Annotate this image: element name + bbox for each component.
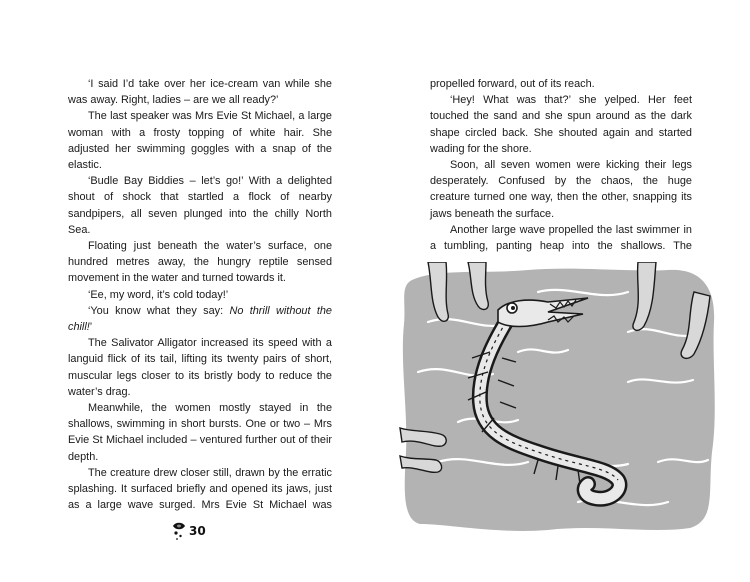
page-number-text: 30 xyxy=(189,524,206,538)
page-number xyxy=(172,520,206,542)
splat-ornament-icon xyxy=(172,520,186,542)
paragraph: Meanwhile, the women mostly stayed in the shallows, swimming in short bursts. One or two – Mrs Evie St Michael included – ventured further out of their depth. xyxy=(68,402,332,463)
right-text-column xyxy=(430,76,692,254)
paragraph: Floating just beneath the water’s surface, one hundred metres away, the hungry reptile sensed movement in the water and turned towards it. xyxy=(68,240,332,285)
paragraph-quote xyxy=(68,303,332,335)
paragraph: Another large wave propelled the last swimmer in a tumbling, panting heap into the shallows. The xyxy=(430,223,692,253)
paragraph: Soon, all seven women were kicking their legs desperately. Confused by the chaos, the huge creature turned one way, then the other, snapping its jaws beneath the surface. xyxy=(430,159,692,220)
paragraph: The creature drew closer still, drawn by the erratic splashing. It surfaced briefly and opened its jaws, just as a large wave surged. Mrs Evie St Michael was xyxy=(68,466,332,512)
paragraph: ‘Budle Bay Biddies – let’s go!’ With a delighted shout of shock that startled a flock of nearby sandpipers, all seven plunged into the chilly North Sea. xyxy=(68,175,332,236)
paragraph: ‘Ee, my word, it’s cold today!’ xyxy=(88,288,229,301)
paragraph: The last speaker was Mrs Evie St Michael, a large woman with a frosty topping of white hair. She adjusted her swimming goggles with a snap of the elastic. xyxy=(68,110,332,172)
quote-italic: No thrill without the chill! xyxy=(68,304,332,334)
left-text-column xyxy=(68,76,332,513)
paragraph: The Salivator Alligator increased its speed with a languid flick of its tail, lifting its twenty pairs of short, muscular legs closer to its bristly body to reduce the water’s drag. xyxy=(68,337,332,398)
alligator-illustration xyxy=(398,262,720,532)
paragraph: ‘I said I’d take over her ice-cream van while she was away. Right, ladies – are we all ready?’ xyxy=(68,78,332,107)
quote-close: ’ xyxy=(89,321,93,334)
paragraph: propelled forward, out of its reach. xyxy=(430,78,595,90)
paragraph: ‘Hey! What was that?’ she yelped. Her feet touched the sand and she spun around as the dark shape circled back. She shouted again and started wading for the shore. xyxy=(430,94,692,155)
quote-text: ‘You know what they say: xyxy=(88,304,230,317)
